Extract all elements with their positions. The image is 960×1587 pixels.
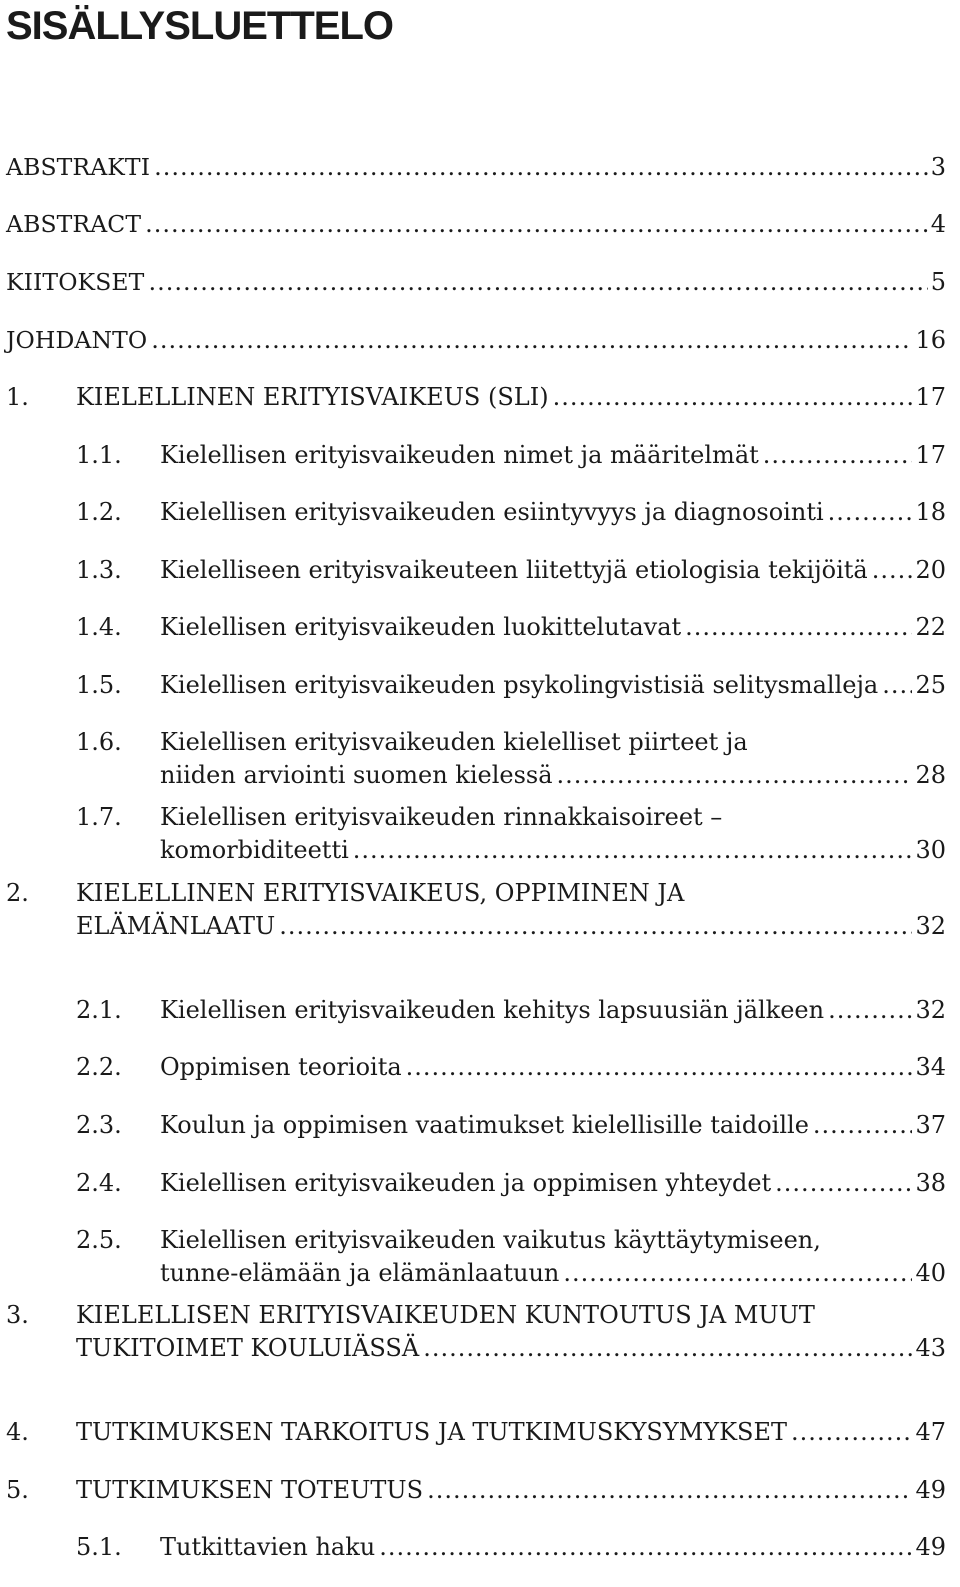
toc-entry[interactable] <box>6 439 946 472</box>
toc-entry-title: komorbiditeetti <box>160 836 349 864</box>
toc-page-number: 4 <box>930 210 946 238</box>
toc-entry-title: Kielellisen erityisvaikeuden luokittelutavat <box>160 613 682 641</box>
toc-entry-title: Kielellisen erityisvaikeuden vaikutus käyttäytymiseen, <box>160 1226 821 1254</box>
dot-leader <box>145 208 928 241</box>
toc-entry-title: Kielellisen erityisvaikeuden rinnakkaisoireet – <box>160 803 723 831</box>
toc-page-number: 30 <box>915 836 946 864</box>
toc-page-number: 16 <box>915 326 946 354</box>
dot-leader <box>154 151 928 184</box>
dot-leader <box>828 994 912 1027</box>
toc-entry[interactable] <box>6 1224 946 1290</box>
toc-entry[interactable] <box>6 1051 946 1084</box>
toc-entry-title: Koulun ja oppimisen vaatimukset kielellisille taidoille <box>160 1111 809 1139</box>
toc-entry[interactable] <box>6 324 946 357</box>
toc-page-number: 5 <box>930 268 946 296</box>
toc-entry[interactable] <box>6 877 946 943</box>
toc-entry-number: 2. <box>6 879 29 907</box>
dot-leader <box>557 759 913 792</box>
toc-entry-title: ELÄMÄNLAATU <box>76 912 276 940</box>
toc-page-number: 49 <box>915 1476 946 1504</box>
toc-entry[interactable] <box>6 994 946 1027</box>
toc-entry-title: ABSTRAKTI <box>6 153 151 181</box>
toc-entry[interactable] <box>6 554 946 587</box>
toc-entry[interactable] <box>6 266 946 299</box>
toc-entry[interactable] <box>6 669 946 702</box>
toc-entry[interactable] <box>6 1474 946 1507</box>
toc-page-number: 17 <box>915 441 946 469</box>
dot-leader <box>148 266 927 299</box>
toc-entry-number: 1.3. <box>76 556 122 584</box>
toc-entry-number: 1.7. <box>76 803 122 831</box>
toc-entry[interactable] <box>6 611 946 644</box>
toc-entry-title: Kielellisen erityisvaikeuden kehitys lapsuusiän jälkeen <box>160 996 825 1024</box>
toc-entry-title: KIITOKSET <box>6 268 145 296</box>
toc-entry-number: 1.1. <box>76 441 122 469</box>
toc-entry-title: Tutkittavien haku <box>160 1533 376 1561</box>
dot-leader <box>406 1051 913 1084</box>
dot-leader <box>763 439 913 472</box>
page-title: SISÄLLYSLUETTELO <box>6 4 394 48</box>
toc-entry-title: Oppimisen teorioita <box>160 1053 402 1081</box>
toc-page-number: 22 <box>915 613 946 641</box>
toc-entry-title: Kielellisen erityisvaikeuden kielelliset piirteet ja <box>160 728 748 756</box>
dot-leader <box>882 669 912 702</box>
toc-entry[interactable] <box>6 208 946 241</box>
toc-entry-number: 1.5. <box>76 671 122 699</box>
toc-entry[interactable] <box>6 726 946 792</box>
toc-entry-title: ABSTRACT <box>6 210 142 238</box>
dot-leader <box>553 381 913 414</box>
toc-page-number: 3 <box>930 153 946 181</box>
toc-entry-number: 5. <box>6 1476 29 1504</box>
toc-entry-title: Kielellisen erityisvaikeuden ja oppimisen yhteydet <box>160 1169 772 1197</box>
toc-entry-number: 1. <box>6 383 29 411</box>
toc-entry[interactable] <box>6 1109 946 1142</box>
toc-entry-title: TUKITOIMET KOULUIÄSSÄ <box>76 1334 420 1362</box>
toc-page-number: 47 <box>915 1418 946 1446</box>
toc-entry-number: 2.3. <box>76 1111 122 1139</box>
toc-page-number: 34 <box>915 1053 946 1081</box>
toc-page-number: 37 <box>915 1111 946 1139</box>
toc-entry-number: 2.4. <box>76 1169 122 1197</box>
toc-entry-number: 1.4. <box>76 613 122 641</box>
toc-entry-title: tunne-elämään ja elämänlaatuun <box>160 1259 560 1287</box>
toc-entry-number: 2.2. <box>76 1053 122 1081</box>
toc-entry-title: KIELELLINEN ERITYISVAIKEUS, OPPIMINEN JA <box>76 879 685 907</box>
toc-entry-number: 5.1. <box>76 1533 122 1561</box>
toc-page-number: 40 <box>915 1259 946 1287</box>
dot-leader <box>427 1474 912 1507</box>
toc-entry-title: Kielellisen erityisvaikeuden psykolingvistisiä selitysmalleja <box>160 671 879 699</box>
dot-leader <box>563 1257 912 1290</box>
toc-entry-title: Kielellisen erityisvaikeuden nimet ja määritelmät <box>160 441 759 469</box>
toc-entry[interactable] <box>6 1167 946 1200</box>
toc-page-number: 17 <box>915 383 946 411</box>
dot-leader <box>353 834 913 867</box>
dot-leader <box>279 910 912 943</box>
toc-page-number: 38 <box>915 1169 946 1197</box>
toc-entry-number: 2.1. <box>76 996 122 1024</box>
toc-entry-title: Kielelliseen erityisvaikeuteen liitettyjä etiologisia tekijöitä <box>160 556 868 584</box>
toc-entry-number: 3. <box>6 1301 29 1329</box>
toc-page-number: 20 <box>915 556 946 584</box>
toc-page-number: 49 <box>915 1533 946 1561</box>
toc-page-number: 32 <box>915 996 946 1024</box>
dot-leader <box>828 496 913 529</box>
toc-entry[interactable] <box>6 1531 946 1564</box>
toc-entry-number: 4. <box>6 1418 29 1446</box>
toc-entry-title: Kielellisen erityisvaikeuden esiintyvyys ja diagnosointi <box>160 498 824 526</box>
toc-entry-title: TUTKIMUKSEN TOTEUTUS <box>76 1476 424 1504</box>
toc-page-number: 28 <box>915 761 946 789</box>
dot-leader <box>775 1167 912 1200</box>
toc-entry[interactable] <box>6 381 946 414</box>
dot-leader <box>685 611 912 644</box>
dot-leader <box>423 1332 912 1365</box>
dot-leader <box>872 554 913 587</box>
toc-entry[interactable] <box>6 1299 946 1365</box>
toc-page-number: 25 <box>915 671 946 699</box>
toc-entry[interactable] <box>6 801 946 867</box>
toc-entry-number: 2.5. <box>76 1226 122 1254</box>
toc-entry-title: KIELELLINEN ERITYISVAIKEUS (SLI) <box>76 383 549 411</box>
toc-entry-number: 1.2. <box>76 498 122 526</box>
toc-entry-title: JOHDANTO <box>6 326 148 354</box>
dot-leader <box>151 324 912 357</box>
dot-leader <box>379 1531 912 1564</box>
toc-entry-number: 1.6. <box>76 728 122 756</box>
dot-leader <box>813 1109 913 1142</box>
toc-page-number: 32 <box>915 912 946 940</box>
toc-entry[interactable] <box>6 1416 946 1449</box>
toc-entry[interactable] <box>6 151 946 184</box>
toc-entry-title: KIELELLISEN ERITYISVAIKEUDEN KUNTOUTUS JA MUUT <box>76 1301 815 1329</box>
toc-page-number: 43 <box>915 1334 946 1362</box>
dot-leader <box>791 1416 912 1449</box>
toc-entry-title: TUTKIMUKSEN TARKOITUS JA TUTKIMUSKYSYMYKSET <box>76 1418 788 1446</box>
toc-page-number: 18 <box>915 498 946 526</box>
toc-entry[interactable] <box>6 496 946 529</box>
toc-entry-title: niiden arviointi suomen kielessä <box>160 761 553 789</box>
